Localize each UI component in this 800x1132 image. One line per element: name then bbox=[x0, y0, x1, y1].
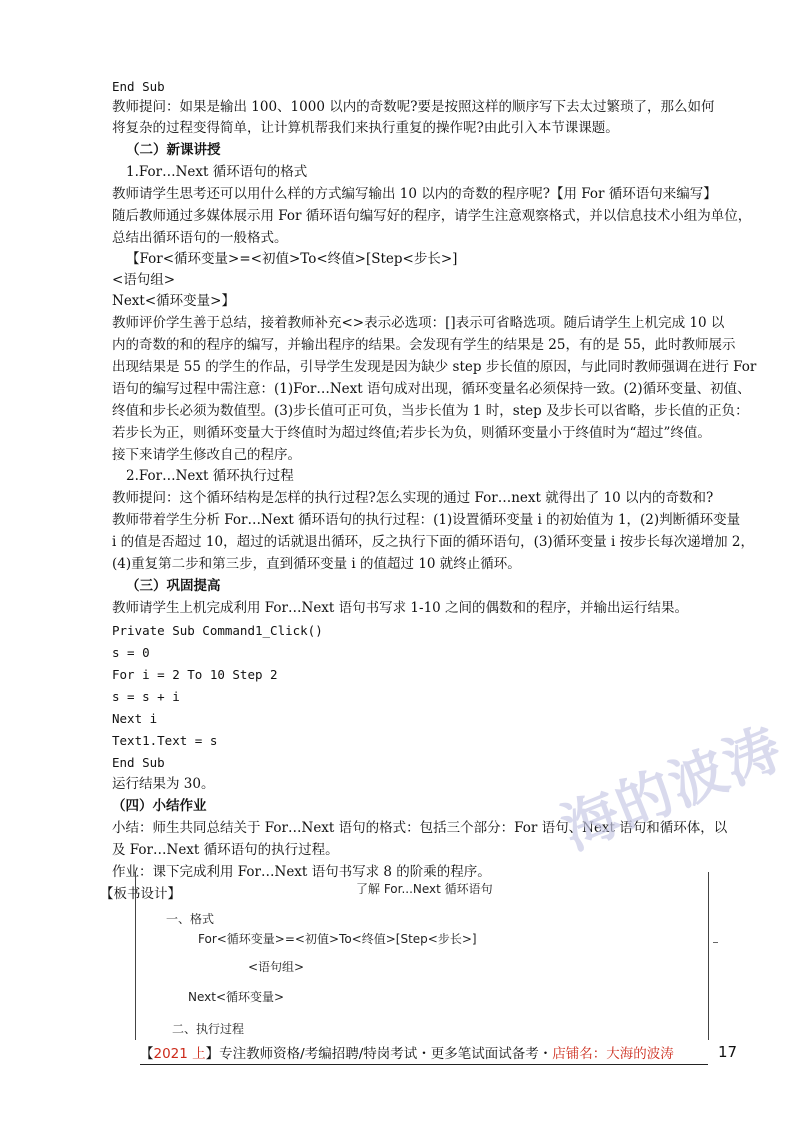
format-line: 【For<循环变量>=<初值>To<终值>[Step<步长>] bbox=[126, 251, 458, 267]
footer-shop-name: 店铺名：大海的波涛 bbox=[552, 1046, 674, 1062]
footer-year: 2021 上 bbox=[153, 1046, 206, 1062]
paragraph-line: 总结出循环语句的一般格式。 bbox=[112, 230, 288, 246]
paragraph-line: 语句的编写过程中需注意：(1)For…Next 语句成对出现，循环变量名必须保持一致。(2)循环变量、初值、 bbox=[112, 381, 751, 397]
paragraph-line: i 的值是否超过 10，超过的话就退出循环，反之执行下面的循环语句，(3)循环变量 i 按步长每次递增加 2， bbox=[112, 534, 754, 550]
paragraph-line: 接下来请学生修改自己的程序。 bbox=[112, 447, 301, 463]
board-section-process: 二、执行过程 bbox=[172, 1022, 245, 1036]
paragraph-line: 出现结果是 55 的学生的作品，引导学生发现是因为缺少 step 步长值的原因，与此同时教师强调在进行 For bbox=[112, 359, 757, 375]
code-line: Private Sub Command1_Click() bbox=[112, 623, 323, 638]
footer-text: 专注教师资格/考编招聘/特岗考试・更多笔试面试备考・ bbox=[219, 1046, 553, 1062]
page-number: 17 bbox=[718, 1043, 738, 1061]
paragraph-line: (4)重复第二步和第三步，直到循环变量 i 的值超过 10 就终止循环。 bbox=[112, 556, 521, 572]
paragraph-line: 教师提问：这个循环结构是怎样的执行过程?怎么实现的通过 For…next 就得出了 10 以内的奇数和? bbox=[112, 490, 714, 506]
paragraph-line: 教师请学生思考还可以用什么样的方式编写输出 10 以内的奇数的程序呢?【用 For 循环语句来编写】 bbox=[112, 186, 717, 202]
paragraph-line: 教师带着学生分析 For…Next 循环语句的执行过程：(1)设置循环变量 i 的初始值为 1，(2)判断循环变量 bbox=[112, 512, 741, 528]
board-title: 了解 For...Next 循环语句 bbox=[356, 882, 493, 896]
board-body-line: <语句组> bbox=[248, 960, 305, 974]
section-heading-consolidate: （三）巩固提高 bbox=[126, 578, 221, 594]
result-line: 运行结果为 30。 bbox=[112, 776, 215, 792]
board-design-heading: 【板书设计】 bbox=[100, 886, 181, 902]
footer-right-bracket: 】 bbox=[205, 1046, 220, 1062]
section-heading-new-lesson: （二）新课讲授 bbox=[126, 142, 221, 158]
paragraph-line: 小结：师生共同总结关于 For…Next 语句的格式：包括三个部分：For 语句、Next 语句和循环体，以 bbox=[112, 820, 728, 836]
paragraph-line: 教师请学生上机完成利用 For…Next 语句书写求 1-10 之间的偶数和的程序，并输出运行结果。 bbox=[112, 600, 689, 616]
board-tick-mark bbox=[713, 942, 718, 943]
paragraph-line: 作业：课下完成利用 For…Next 语句书写求 8 的阶乘的程序。 bbox=[112, 864, 491, 880]
paragraph-line: 随后教师通过多媒体展示用 For 循环语句编写好的程序，请学生注意观察格式，并以信息技术小组为单位， bbox=[112, 208, 752, 224]
format-next-line: Next<循环变量>】 bbox=[112, 293, 235, 309]
code-line: End Sub bbox=[112, 755, 165, 770]
paragraph-line: 及 For…Next 循环语句的执行过程。 bbox=[112, 842, 339, 858]
paragraph-line: 将复杂的过程变得简单，让计算机帮我们来执行重复的操作呢?由此引入本节课课题。 bbox=[112, 120, 619, 136]
watermark: 海的波涛 bbox=[552, 715, 793, 863]
code-line: Text1.Text = s bbox=[112, 733, 218, 748]
paragraph-line: 内的奇数的和的程序的编写，并输出程序的结果。会发现有学生的结果是 25，有的是 55，此时教师展示 bbox=[112, 337, 736, 353]
subheading-for-next-format: 1.For…Next 循环语句的格式 bbox=[126, 164, 308, 180]
board-format-line: For<循环变量>=<初值>To<终值>[Step<步长>] bbox=[198, 932, 477, 946]
subheading-for-next-process: 2.For…Next 循环执行过程 bbox=[126, 468, 294, 484]
board-next-line: Next<循环变量> bbox=[188, 990, 285, 1004]
paragraph-line: 教师提问：如果是输出 100、1000 以内的奇数呢?要是按照这样的顺序写下去太过繁琐了，那么如何 bbox=[112, 99, 715, 115]
paragraph-line: 教师评价学生善于总结，接着教师补充<>表示必选项：[]表示可省略选项。随后请学生上机完成 10 以 bbox=[112, 315, 725, 331]
footer-left-bracket: 【 bbox=[140, 1046, 154, 1062]
paragraph-line: 终值和步长必须为数值型。(3)步长值可正可负，当步长值为 1 时，step 及步长可以省略，步长值的正负： bbox=[112, 403, 749, 419]
code-line: Next i bbox=[112, 711, 158, 726]
board-section-format: 一、格式 bbox=[166, 912, 215, 926]
format-body-line: <语句组> bbox=[112, 272, 176, 288]
board-design-figure bbox=[135, 872, 709, 1040]
code-end-sub: End Sub bbox=[112, 79, 165, 94]
code-line: For i = 2 To 10 Step 2 bbox=[112, 667, 278, 682]
section-heading-summary: （四）小结作业 bbox=[112, 798, 207, 814]
page-footer bbox=[140, 1044, 708, 1065]
code-line: s = s + i bbox=[112, 689, 180, 704]
code-line: s = 0 bbox=[112, 645, 150, 660]
paragraph-line: 若步长为正，则循环变量大于终值时为超过终值;若步长为负，则循环变量小于终值时为“超过”终值。 bbox=[112, 425, 711, 441]
